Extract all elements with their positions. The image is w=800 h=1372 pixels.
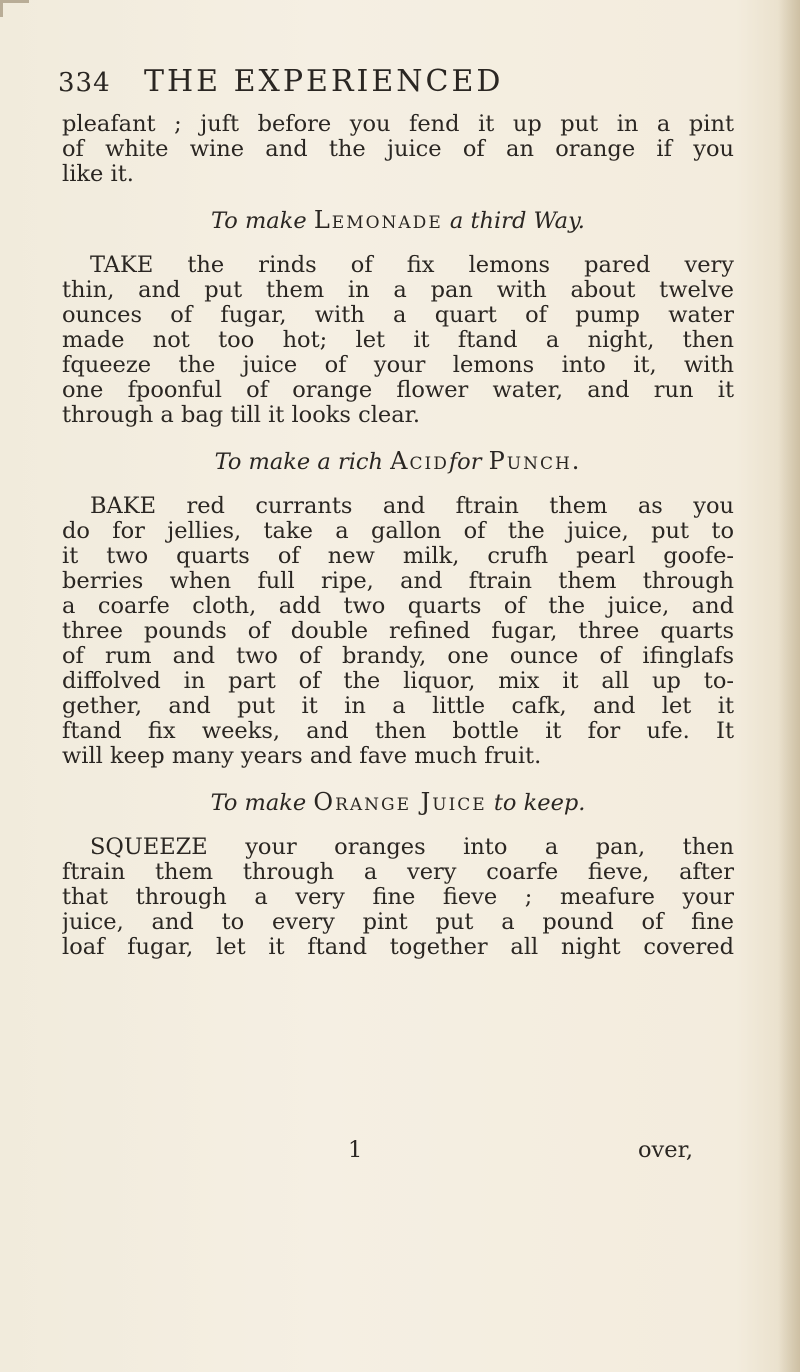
heading-italic: a third Way. bbox=[449, 208, 585, 234]
heading-caps: Orange Juice bbox=[313, 788, 487, 816]
heading-italic: To make a rich bbox=[214, 449, 383, 475]
recipe-heading-lemonade bbox=[62, 187, 734, 253]
corner-mark bbox=[0, 0, 29, 17]
running-head: THE EXPERIENCED bbox=[144, 64, 504, 99]
recipe-line: juice, and to every pint put a pound of fine bbox=[62, 910, 734, 935]
recipe-line: loaf fugar, let it ftand together all night covered bbox=[62, 935, 734, 960]
intro-line: of white wine and the juice of an orange if you bbox=[62, 137, 734, 162]
recipe-line: thin, and put them in a pan with about twelve bbox=[62, 278, 734, 303]
recipe-line: will keep many years and fave much fruit. bbox=[62, 744, 542, 769]
recipe-line: fqueeze the juice of your lemons into it, with bbox=[62, 353, 734, 378]
recipe-line: SQUEEZE your oranges into a pan, then bbox=[90, 835, 734, 860]
recipe-line: ftrain them through a very coarfe fieve, after bbox=[62, 860, 734, 885]
recipe-line: BAKE red currants and ftrain them as you bbox=[90, 494, 734, 519]
recipe-line: TAKE the rinds of fix lemons pared very bbox=[90, 253, 734, 278]
heading-caps: Lemonade bbox=[313, 206, 443, 234]
recipe-line: do for jellies, take a gallon of the juice, put to bbox=[62, 519, 734, 544]
recipe-line: through a bag till it looks clear. bbox=[62, 403, 421, 428]
recipe-heading-acid-punch bbox=[62, 428, 734, 494]
recipe-line: a coarfe cloth, add two quarts of the juice, and bbox=[62, 594, 734, 619]
heading-italic: To make bbox=[211, 208, 307, 234]
intro-line: pleafant ; juft before you fend it up put in a pint bbox=[62, 112, 734, 137]
heading-caps: Acid bbox=[390, 447, 449, 475]
recipe-line: of rum and two of brandy, one ounce of ifinglafs bbox=[62, 644, 734, 669]
catchword: over, bbox=[638, 1137, 694, 1163]
page-number: 334 bbox=[58, 68, 111, 98]
recipe-line: ftand fix weeks, and then bottle it for ufe. It bbox=[62, 719, 734, 744]
recipe-line: made not too hot; let it ftand a night, then bbox=[62, 328, 734, 353]
recipe-line: gether, and put it in a little cafk, and let it bbox=[62, 694, 734, 719]
heading-italic: for bbox=[448, 449, 482, 475]
intro-line: like it. bbox=[62, 162, 134, 187]
signature-mark: 1 bbox=[348, 1137, 363, 1163]
heading-italic: To make bbox=[210, 790, 307, 816]
recipe-line: ounces of fugar, with a quart of pump water bbox=[62, 303, 734, 328]
page-body bbox=[62, 112, 734, 960]
page-footer bbox=[62, 1138, 734, 1163]
recipe-line: berries when full ripe, and ftrain them through bbox=[62, 569, 734, 594]
page-header bbox=[58, 64, 738, 104]
heading-caps: Punch. bbox=[488, 447, 582, 475]
page-edge-shadow bbox=[778, 0, 800, 1372]
recipe-line: it two quarts of new milk, crufh pearl goofe- bbox=[62, 544, 734, 569]
recipe-line: three pounds of double refined fugar, three quarts bbox=[62, 619, 734, 644]
recipe-line: one fpoonful of orange flower water, and run it bbox=[62, 378, 734, 403]
heading-italic: to keep. bbox=[493, 790, 586, 816]
recipe-heading-orange-juice bbox=[62, 769, 734, 835]
recipe-line: diffolved in part of the liquor, mix it all up to- bbox=[62, 669, 734, 694]
recipe-line: that through a very fine fieve ; meafure your bbox=[62, 885, 734, 910]
